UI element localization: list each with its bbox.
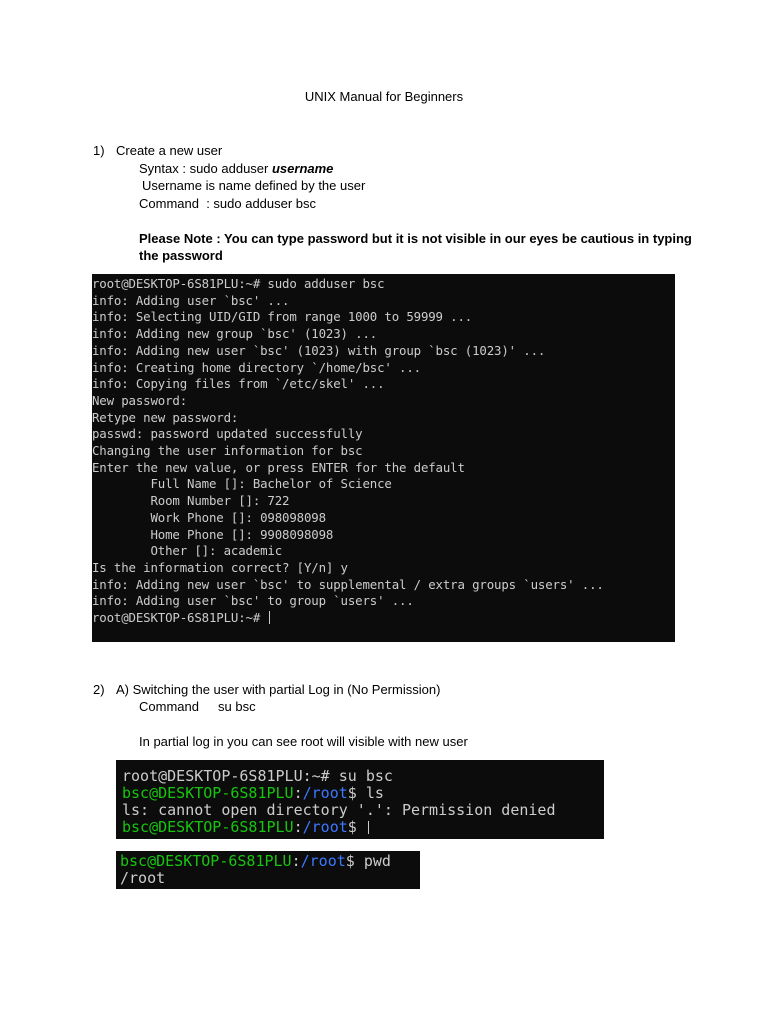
terminal-line: info: Creating home directory `/home/bsc' ...	[92, 359, 421, 375]
adduser-terminal-screenshot	[92, 274, 675, 642]
password-note-line-2: the password	[139, 248, 223, 263]
terminal-line: passwd: password updated successfully	[92, 426, 363, 442]
username-note: Username is name defined by the user	[142, 178, 366, 193]
password-note-line-1: Please Note : You can type password but it is not visible in our eyes be cautious in typing	[139, 231, 692, 246]
terminal-line: New password:	[92, 392, 188, 408]
terminal-line: info: Adding new group `bsc' (1023) ...	[92, 326, 378, 342]
prompt-user: bsc@DESKTOP-6S81PLU	[122, 818, 294, 836]
page-title: UNIX Manual for Beginners	[304, 89, 464, 104]
terminal-line: info: Adding user `bsc' to group `users' ...	[92, 593, 414, 609]
section-2-heading: A) Switching the user with partial Log in (No Permission)	[116, 682, 441, 697]
terminal-line: info: Copying files from `/etc/skel' ...	[92, 376, 385, 392]
syntax-prefix: Syntax : sudo adduser	[139, 161, 272, 176]
terminal-line: info: Adding user `bsc' ...	[92, 292, 290, 308]
pwd-terminal-screenshot	[116, 851, 420, 889]
terminal-line: Enter the new value, or press ENTER for the default	[92, 459, 465, 475]
terminal-prompt: root@DESKTOP-6S81PLU:~#	[92, 610, 268, 625]
prompt-user: bsc@DESKTOP-6S81PLU	[122, 784, 294, 802]
terminal-line: Other []: academic	[92, 543, 283, 559]
terminal-line: info: Selecting UID/GID from range 1000 to 59999 ...	[92, 309, 473, 325]
terminal-prompt-line	[92, 610, 270, 627]
section-2-number: 2)	[93, 682, 105, 697]
command-label: Command	[139, 699, 199, 714]
terminal-command: pwd	[363, 852, 391, 870]
prompt-colon: :	[291, 852, 301, 870]
terminal-line	[120, 853, 391, 870]
cursor-icon	[269, 611, 270, 624]
terminal-line: ls: cannot open directory '.': Permission denied	[122, 801, 556, 819]
terminal-line: Home Phone []: 9908098098	[92, 526, 334, 542]
terminal-command: ls	[365, 784, 384, 802]
section-1-number: 1)	[93, 143, 105, 158]
prompt-path: /root	[302, 818, 348, 836]
terminal-line: Work Phone []: 098098098	[92, 509, 326, 525]
terminal-line: /root	[120, 869, 166, 887]
cursor-icon	[368, 821, 369, 834]
terminal-line: root@DESKTOP-6S81PLU:~# sudo adduser bsc	[92, 276, 385, 291]
terminal-line: info: Adding new user `bsc' (1023) with group `bsc (1023)' ...	[92, 342, 546, 358]
prompt-colon: :	[293, 818, 303, 836]
su-terminal-screenshot	[116, 760, 604, 839]
terminal-line: Room Number []: 722	[92, 493, 290, 509]
syntax-argument: username	[271, 161, 334, 176]
terminal-line	[122, 785, 384, 802]
terminal-line: Changing the user information for bsc	[92, 443, 363, 458]
section-1-heading: Create a new user	[116, 143, 223, 158]
command-line: Command : sudo adduser bsc	[139, 196, 317, 211]
command-value: su bsc	[218, 699, 256, 714]
partial-login-note: In partial log in you can see root will visible with new user	[139, 734, 468, 749]
prompt-user: bsc@DESKTOP-6S81PLU	[120, 852, 292, 870]
prompt-dollar: $	[345, 852, 364, 870]
terminal-line: root@DESKTOP-6S81PLU:~# su bsc	[122, 767, 393, 785]
terminal-line: Is the information correct? [Y/n] y	[92, 559, 348, 575]
prompt-path: /root	[302, 784, 348, 802]
prompt-dollar: $	[347, 784, 366, 802]
syntax-line	[139, 160, 333, 177]
terminal-line: Full Name []: Bachelor of Science	[92, 476, 392, 492]
terminal-prompt-line	[122, 819, 369, 836]
prompt-dollar: $	[347, 818, 366, 836]
prompt-path: /root	[300, 852, 346, 870]
terminal-line: Retype new password:	[92, 409, 239, 425]
prompt-colon: :	[293, 784, 303, 802]
terminal-line: info: Adding new user `bsc' to supplemental / extra groups `users' ...	[92, 576, 604, 592]
